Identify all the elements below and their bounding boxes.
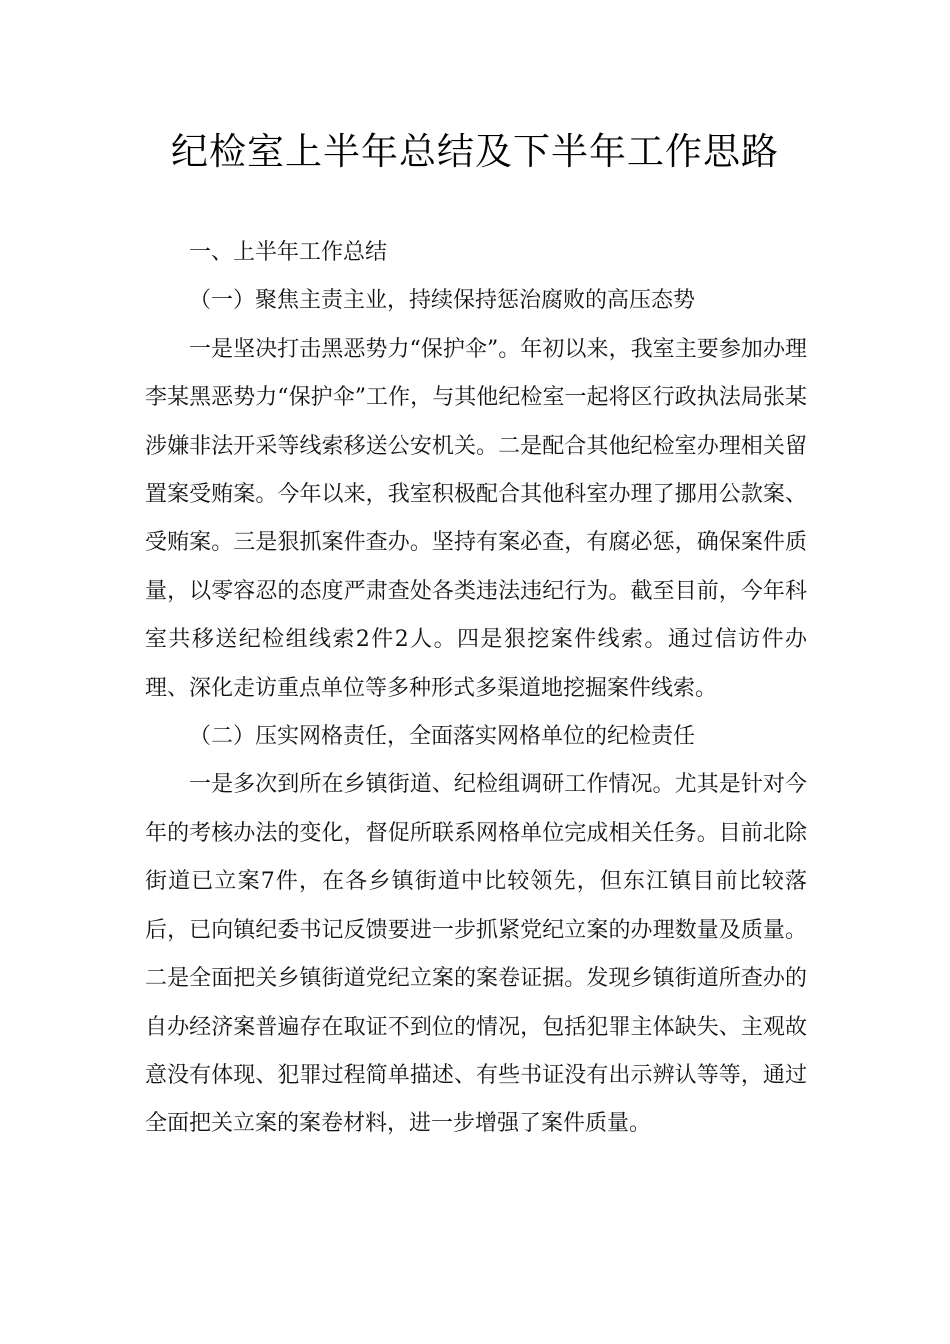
subsection-heading: （二）压实网格责任，全面落实网格单位的纪检责任: [189, 724, 696, 750]
body-paragraph: 一是多次到所在乡镇街道、纪检组调研工作情况。尤其是针对今年的考核办法的变化，督促所联系网格单位完成相关任务。目前北除街道已立案7件，在各乡镇街道中比较领先，但东江镇目前比较落后，已向镇纪委书记反馈要进一步抓紧党纪立案的办理数量及质量。二是全面把关乡镇街道党纪立案的案卷证据。发现乡镇街道所查办的自办经济案普遍存在取证不到位的情况，包括犯罪主体缺失、主观故意没有体现、犯罪过程简单描述、有些书证没有出示辨认等等，通过全面把关立案的案卷材料，进一步增强了案件质量。: [145, 772, 807, 1137]
document-title: 纪检室上半年总结及下半年工作思路: [171, 130, 779, 173]
body-paragraph: 一是坚决打击黑恶势力“保护伞”。年初以来，我室主要参加办理李某黑恶势力“保护伞”工作，与其他纪检室一起将区行政执法局张某涉嫌非法开采等线索移送公安机关。二是配合其他纪检室办理相关留置案受贿案。今年以来，我室积极配合其他科室办理了挪用公款案、受贿案。三是狠抓案件查办。坚持有案必查，有腐必惩，确保案件质量，以零容忍的态度严肃查处各类违法违纪行为。截至目前，今年科室共移送纪检组线索2件2人。四是狠挖案件线索。通过信访件办理、深化走访重点单位等多种形式多渠道地挖掘案件线索。: [145, 336, 807, 701]
section-heading: 一、上半年工作总结: [189, 240, 388, 265]
document-body: [145, 229, 807, 1149]
subsection-heading: （一）聚焦主责主业，持续保持惩治腐败的高压态势: [189, 288, 696, 314]
